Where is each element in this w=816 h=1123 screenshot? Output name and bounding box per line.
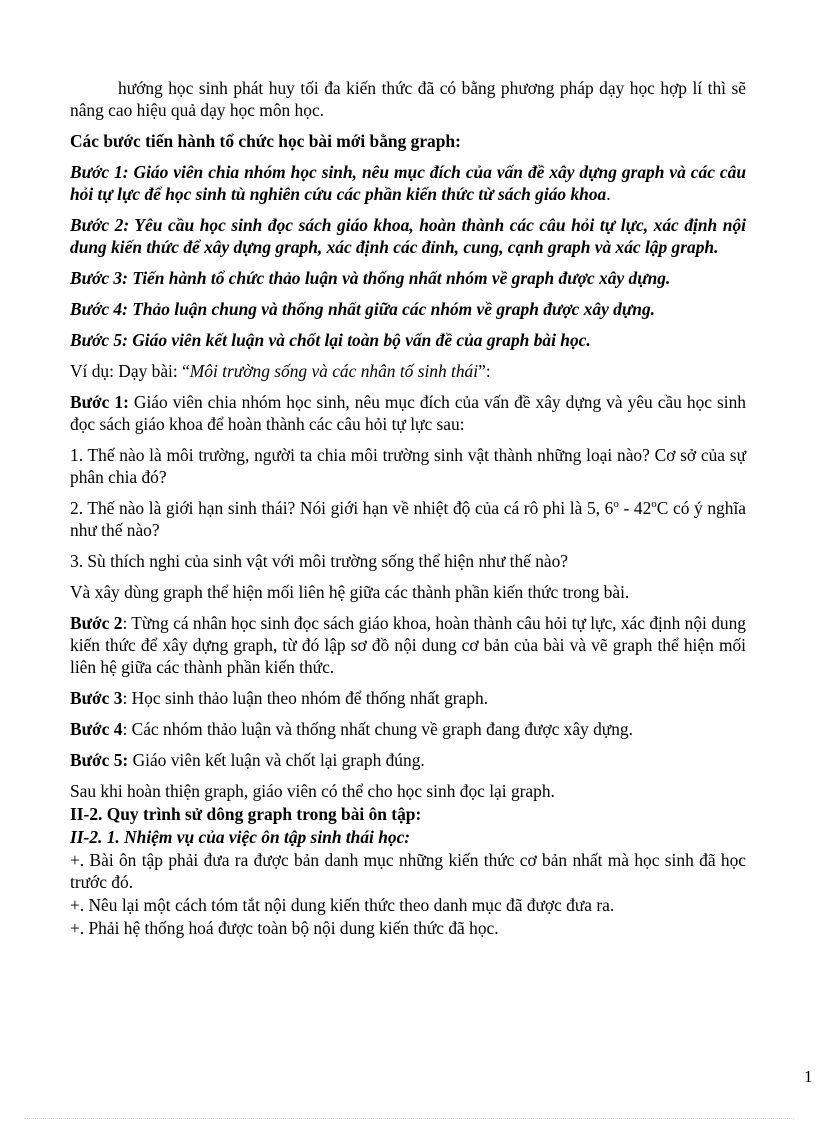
steps-heading: Các bước tiến hành tổ chức học bài mới bằng graph: [70, 131, 461, 151]
example-step-4 [70, 718, 746, 740]
step-1-paragraph [70, 161, 746, 205]
example-step-2 [70, 612, 746, 678]
step-1-period: . [606, 184, 611, 204]
example-step-4-text: : Các nhóm thảo luận và thống nhất chung về graph đang được xây dựng. [122, 719, 633, 739]
after-paragraph: Sau khi hoàn thiện graph, giáo viên có thể cho học sinh đọc lại graph. [70, 781, 555, 801]
page-number: 1 [804, 1067, 813, 1086]
example-step-3-label: Bước 3 [70, 688, 123, 708]
section-heading-ii-2: II-2. Quy trình sử dông graph trong bài ôn tập: [70, 804, 422, 824]
bullet-2: +. Nêu lại một cách tóm tắt nội dung kiến thức theo danh mục đã được đưa ra. [70, 895, 615, 915]
question-4: Và xây dùng graph thể hiện mối liên hệ giữa các thành phần kiến thức trong bài. [70, 582, 630, 602]
example-step-1-label: Bước 1: [70, 392, 129, 412]
example-step-4-label: Bước 4 [70, 719, 123, 739]
step-3-paragraph: Bước 3: Tiến hành tổ chức thảo luận và thống nhất nhóm về graph được xây dựng. [70, 268, 671, 288]
question-2 [70, 497, 746, 541]
footer-divider [24, 1118, 794, 1119]
example-step-3 [70, 687, 746, 709]
example-step-2-text: : Từng cá nhân học sinh đọc sách giáo khoa, hoàn thành câu hỏi tự lực, xác định nội dung kiến thức để xây dựng graph, từ đó lập sơ đồ nội dung cơ bản của bài và vẽ graph thể hiện mối liên hệ giữa các thành phần kiến thức. [70, 613, 746, 677]
degree-sup-2: o [651, 498, 657, 511]
example-step-3-text: : Học sinh thảo luận theo nhóm để thống nhất graph. [122, 688, 489, 708]
bullet-3: +. Phải hệ thống hoá được toàn bộ nội dung kiến thức đã học. [70, 918, 499, 938]
example-step-5-text: Giáo viên kết luận và chốt lại graph đúng. [128, 750, 425, 770]
example-step-1 [70, 391, 746, 435]
degree-sup-1: o [613, 498, 619, 511]
example-suffix: ”: [478, 361, 491, 381]
question-1: 1. Thế nào là môi trường, người ta chia môi trường sinh vật thành những loại nào? Cơ sở của sự phân chia đó? [70, 445, 746, 487]
example-paragraph [70, 360, 746, 382]
example-step-5 [70, 749, 746, 771]
document-page [70, 77, 746, 939]
example-step-5-label: Bước 5: [70, 750, 129, 770]
example-step-1-text: Giáo viên chia nhóm học sinh, nêu mục đích của vấn đề xây dựng và yêu cầu học sinh đọc sách giáo khoa để hoàn thành các câu hỏi tự lực sau: [70, 392, 746, 434]
example-lesson-title: Môi trường sống và các nhân tố sinh thái [189, 361, 479, 381]
question-2-part-a: 2. Thế nào là giới hạn sinh thái? Nói giới hạn về nhiệt độ của cá rô phi là 5, 6 [70, 498, 614, 518]
example-step-2-label: Bước 2 [70, 613, 123, 633]
intro-paragraph: hướng học sinh phát huy tối đa kiến thức đã có bằng phương pháp dạy học hợp lí thì sẽ nâng cao hiệu quả dạy học môn học. [70, 78, 746, 120]
step-5-paragraph: Bước 5: Giáo viên kết luận và chốt lại toàn bộ vấn đề của graph bài học. [70, 330, 591, 350]
question-3: 3. Sù thích nghi của sinh vật với môi trường sống thể hiện như thế nào? [70, 551, 569, 571]
subsection-heading-ii-2-1: II-2. 1. Nhiệm vụ của việc ôn tập sinh thái học: [70, 827, 411, 847]
question-2-part-c: - 42 [618, 498, 652, 518]
step-4-paragraph: Bước 4: Thảo luận chung và thống nhất giữa các nhóm về graph được xây dựng. [70, 299, 656, 319]
question-2-part-e: C có ý nghĩa như thế nào? [70, 498, 746, 540]
bullet-1: +. Bài ôn tập phải đưa ra được bản danh mục những kiến thức cơ bản nhất mà học sinh đã học trước đó. [70, 850, 746, 892]
step-1-text: Bước 1: Giáo viên chia nhóm học sinh, nêu mục đích của vấn đề xây dựng graph và các câu hỏi tự lực để học sinh tù nghiên cứu các phần kiến thức từ sách giáo khoa [70, 162, 746, 204]
example-prefix: Ví dụ: Dạy bài: “ [70, 361, 190, 381]
step-2-paragraph: Bước 2: Yêu cầu học sinh đọc sách giáo khoa, hoàn thành các câu hỏi tự lực, xác định nội dung kiến thức để xây dựng graph, xác định các đỉnh, cung, cạnh graph và xác lập graph. [70, 215, 746, 257]
